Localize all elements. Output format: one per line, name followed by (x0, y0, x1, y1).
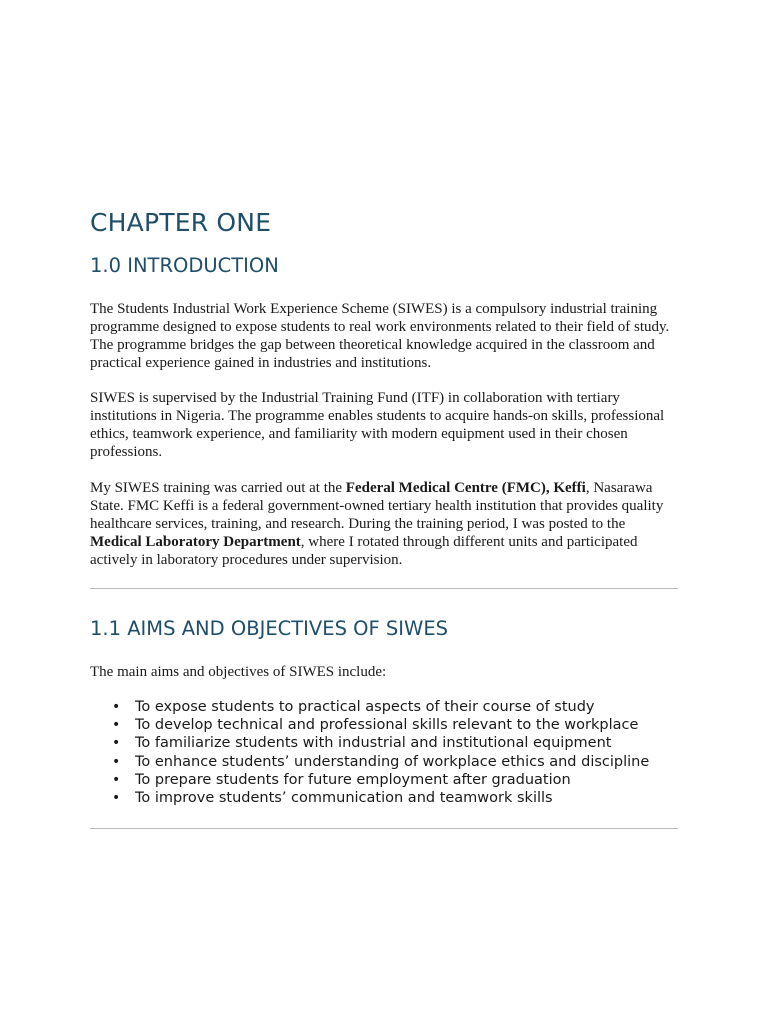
horizontal-divider (90, 828, 678, 829)
list-item (90, 716, 680, 734)
list-item (90, 753, 680, 771)
list-item (90, 771, 680, 789)
bullet-icon: • (112, 735, 121, 752)
bullet-icon: • (112, 699, 121, 715)
aims-intro-paragraph: The main aims and objectives of SIWES include: (90, 664, 387, 680)
list-item-text: To familiarize students with industrial and institutional equipment (135, 735, 612, 752)
list-item-text: To prepare students for future employment after graduation (135, 771, 571, 788)
p3-bold-institution: Federal Medical Centre (FMC), Keffi (345, 480, 586, 496)
bullet-icon: • (112, 753, 121, 770)
p3-bold-department: Medical Laboratory Department (90, 534, 301, 550)
bullet-icon: • (112, 717, 121, 734)
bullet-icon: • (112, 789, 121, 806)
list-item (90, 789, 680, 807)
list-item (90, 698, 680, 716)
bullet-icon: • (112, 771, 121, 788)
intro-paragraph-3 (90, 479, 680, 569)
chapter-title: CHAPTER ONE (90, 208, 272, 237)
list-item-text: To improve students’ communication and teamwork skills (135, 789, 553, 806)
intro-paragraph-2: SIWES is supervised by the Industrial Training Fund (ITF) in collaboration with tertiary institutions in Nigeria. The programme enables students to acquire hands-on skills, professional ethics, teamwork experience, and familiarity with modern equipment used in their chosen professions. (90, 390, 665, 460)
list-item-text: To expose students to practical aspects of their course of study (135, 699, 595, 715)
list-item (90, 734, 680, 752)
objectives-list (90, 698, 680, 807)
list-item-text: To develop technical and professional skills relevant to the workplace (135, 717, 639, 734)
p3-text-2: , Nasarawa State. FMC Keffi is a federal government-owned tertiary health institution that provides quality healthcare services, training, and research. During the training period, I was posted to the (90, 480, 664, 532)
intro-paragraph-1: The Students Industrial Work Experience Scheme (SIWES) is a compulsory industrial training programme designed to expose students to real work environments related to their field of study. The programme bridges the gap between theoretical knowledge acquired in the classroom and practical experience gained in industries and institutions. (90, 301, 670, 371)
list-item-text: To enhance students’ understanding of workplace ethics and discipline (135, 753, 650, 770)
horizontal-divider (90, 588, 678, 589)
p3-text-1: My SIWES training was carried out at the (90, 480, 346, 496)
p3-text-3: , where I rotated through different units and participated actively in laboratory procedures under supervision. (90, 534, 638, 568)
section-heading-aims: 1.1 AIMS AND OBJECTIVES OF SIWES (90, 617, 449, 640)
section-heading-introduction: 1.0 INTRODUCTION (90, 254, 279, 277)
